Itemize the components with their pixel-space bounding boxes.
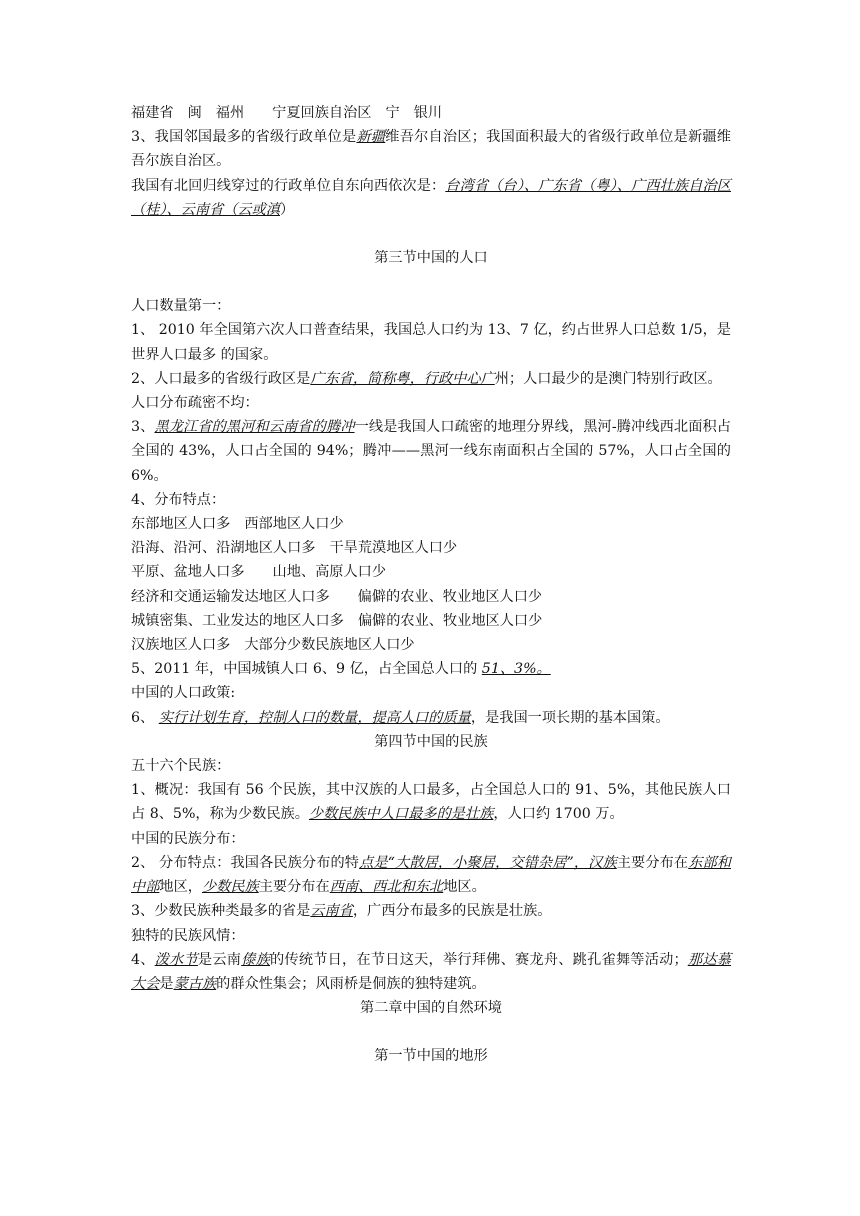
- text: 闽: [187, 105, 202, 121]
- section-heading: 第三节中国的人口: [374, 250, 488, 267]
- text: 平原、盆地人口多: [131, 564, 245, 581]
- text: ）: [279, 201, 295, 218]
- list-item: [131, 633, 731, 657]
- province-line: [131, 101, 731, 125]
- text: ，人口约 1700 万。: [493, 806, 624, 823]
- text: 4、: [131, 951, 155, 968]
- underlined-text: 点是“大散居，小聚居，交错杂居”，汉族: [359, 854, 617, 871]
- text: 福建省: [131, 105, 174, 121]
- text: 山地、高原人口少: [272, 564, 387, 581]
- paragraph: [131, 778, 731, 826]
- paragraph: [131, 415, 731, 488]
- paragraph: 五十六个民族：: [131, 758, 231, 775]
- underlined-text: 云南省: [310, 903, 353, 920]
- text: 3、我国邻国最多的省级行政单位是: [131, 129, 357, 146]
- list-item: [131, 585, 731, 609]
- text: 地区，: [159, 879, 202, 896]
- paragraph: [131, 899, 731, 923]
- text: 3、少数民族种类最多的省是: [131, 903, 311, 920]
- underlined-text: 西南、西北和东北: [329, 879, 444, 896]
- text: 宁: [385, 105, 400, 121]
- list-item: [131, 609, 731, 633]
- text: 州；人口最少的是澳门特别行政区。: [494, 370, 722, 387]
- underlined-text: 广东省，简称粤，行政中心广: [310, 370, 495, 387]
- paragraph: 人口数量第一：: [131, 298, 231, 315]
- text: ，是我国一项长期的基本国策。: [470, 709, 670, 726]
- underlined-text: 台湾省（台）、广东省（粤）、广西壮族自治区（桂）、云南省（云或滇: [131, 177, 731, 218]
- text: 地区。: [443, 879, 486, 896]
- text: 一线是我国人口疏密的地理分界线，黑河-腾冲线西北面积占全国的 43%，人口占全国的 94%；腾冲——黑河一线东南面积占全国的 57%，人口占全国的 6%。: [131, 419, 731, 484]
- text: 是: [159, 975, 174, 992]
- text: 6、: [131, 709, 159, 726]
- paragraph: [131, 948, 731, 996]
- paragraph: 中国的人口政策:: [131, 685, 236, 702]
- paragraph: 独特的民族风情：: [131, 927, 245, 944]
- paragraph: [131, 706, 731, 730]
- text: 宁夏回族自治区: [272, 105, 372, 121]
- text: 偏僻的农业、牧业地区人口少: [357, 612, 543, 629]
- paragraph: 4、分布特点：: [131, 491, 226, 508]
- underlined-text: 少数民族中人口最多的是壮族: [308, 806, 494, 823]
- text: 2、人口最多的省级行政区是: [131, 370, 311, 387]
- text: 2、 分布特点：我国各民族分布的特: [131, 854, 360, 871]
- text: 东部地区人口多: [131, 516, 231, 533]
- paragraph: [131, 851, 731, 899]
- text: 经济和交通运输发达地区人口多: [131, 588, 330, 605]
- text: 我国有北回归线穿过的行政单位自东向西依次是：: [131, 177, 446, 194]
- underlined-text: 少数民族: [201, 879, 259, 896]
- paragraph: 中国的民族分布：: [131, 830, 245, 847]
- list-item: [131, 536, 731, 560]
- text: 1、概况：我国有 56 个民族，其中汉族的人口最多，占全国总人口的 91、5%，其他民族人口占 8、5%，称为少数民族。: [131, 782, 731, 823]
- text: 汉族地区人口多: [131, 637, 231, 654]
- text: 沿海、沿河、沿湖地区人口多: [131, 540, 316, 557]
- underlined-text: 实行计划生育，控制人口的数量，提高人口的质量: [158, 709, 471, 726]
- chapter-heading: 第二章中国的自然环境: [360, 1000, 502, 1017]
- text: 5、2011 年，中国城镇人口 6、9 亿，占全国总人口的: [131, 661, 482, 678]
- section-heading: 第一节中国的地形: [374, 1048, 488, 1065]
- text: 是云南: [197, 951, 242, 968]
- text: 干旱荒漠地区人口少: [329, 540, 458, 557]
- text: 的传统节日，在节日这天，举行拜佛、赛龙舟、跳孔雀舞等活动；: [270, 951, 688, 968]
- text: 的群众性集会；风雨桥是侗族的独特建筑。: [216, 975, 486, 992]
- underlined-text: 傣族: [241, 951, 270, 968]
- text: 大部分少数民族地区人口少: [244, 637, 415, 654]
- paragraph: [131, 367, 731, 391]
- text: 银川: [413, 105, 443, 121]
- text: 维吾尔自治区；我国面积最大的省级行政单位是新疆维吾尔族自治区。: [131, 129, 731, 170]
- paragraph: 人口分布疏密不均：: [131, 395, 259, 412]
- text: ，广西分布最多的民族是壮族。: [352, 903, 552, 920]
- paragraph: [131, 125, 731, 173]
- underlined-text: 蒙古族: [173, 975, 217, 992]
- underlined-text: 那达慕大会: [131, 951, 731, 992]
- text: 偏僻的农业、牧业地区人口少: [357, 588, 543, 605]
- section-heading: 第四节中国的民族: [374, 733, 488, 750]
- list-item: [131, 560, 731, 584]
- underlined-text: 东部和中部: [131, 854, 731, 896]
- text: 西部地区人口少: [244, 516, 344, 533]
- text: 福州: [215, 105, 245, 121]
- text: 城镇密集、工业发达的地区人口多: [131, 612, 344, 629]
- text: 主要分布在: [616, 854, 689, 871]
- underlined-text: 新疆: [356, 129, 386, 146]
- underlined-text: 51、3%。: [481, 661, 551, 678]
- list-item: [131, 512, 731, 536]
- underlined-text: 泼水节: [154, 951, 198, 968]
- text: 主要分布在: [258, 879, 330, 896]
- text: 3、: [131, 419, 155, 436]
- paragraph: 1、 2010 年全国第六次人口普查结果，我国总人口约为 13、7 亿，约占世界人口总数 1/5，是世界人口最多 的国家。: [131, 322, 731, 363]
- document-page: [131, 101, 731, 1069]
- paragraph: [131, 657, 731, 681]
- paragraph: [131, 174, 731, 222]
- underlined-text: 黑龙江省的黑河和云南省的腾冲: [154, 419, 355, 436]
